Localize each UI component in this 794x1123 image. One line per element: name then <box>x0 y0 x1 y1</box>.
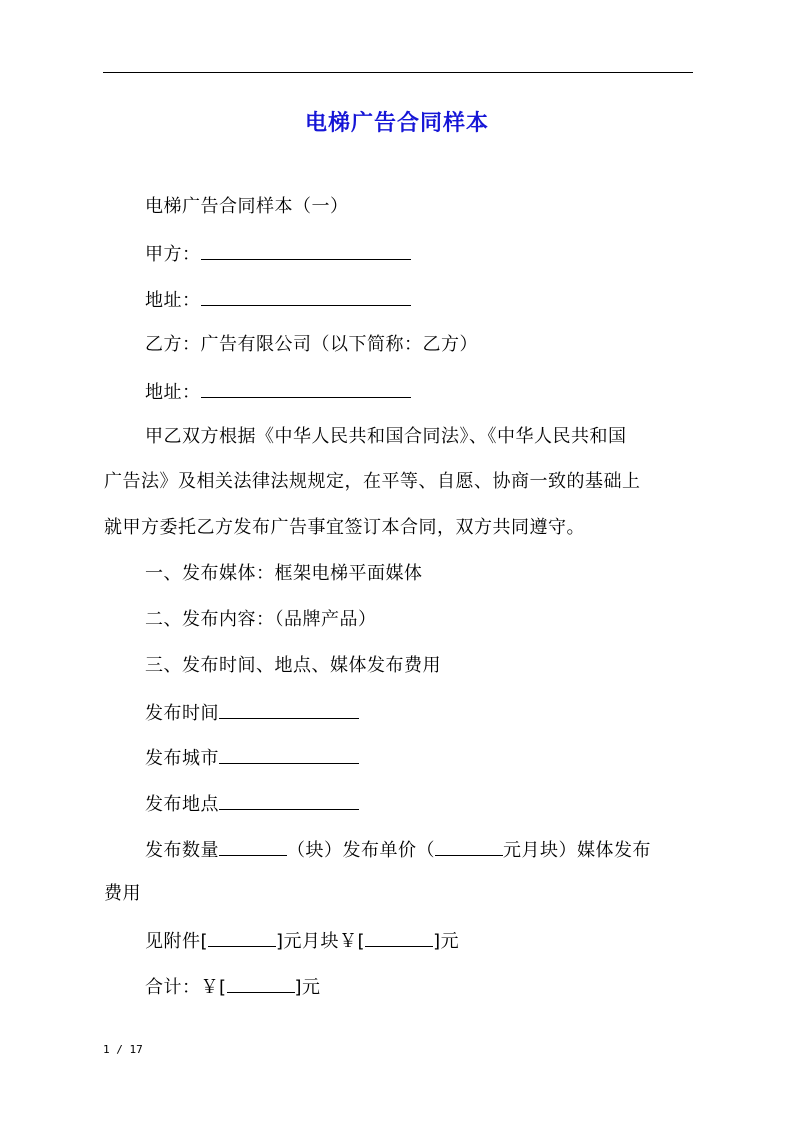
quantity-line <box>145 837 651 863</box>
page-number: 1 / 17 <box>103 1043 143 1056</box>
party-a-address-line <box>145 287 411 313</box>
quantity-blank <box>219 837 287 856</box>
party-b-address-blank <box>201 379 411 398</box>
clause-1: 一、发布媒体：框架电梯平面媒体 <box>145 563 423 584</box>
quantity-label: 发布数量 <box>145 840 219 861</box>
party-b-line: 乙方：广告有限公司（以下简称：乙方） <box>145 334 478 355</box>
address-label-2: 地址： <box>145 382 201 403</box>
clause-3: 三、发布时间、地点、媒体发布费用 <box>145 655 441 676</box>
unit-price-blank <box>435 837 503 856</box>
party-a-label: 甲方： <box>145 244 201 265</box>
attachment-line <box>145 928 459 954</box>
attachment-prefix: 见附件[ <box>145 931 209 952</box>
quantity-line-cont: 费用 <box>104 883 141 904</box>
publish-time-blank <box>219 700 359 719</box>
publish-city-blank <box>219 745 359 764</box>
total-suffix: ]元 <box>294 977 321 998</box>
publish-city-label: 发布城市 <box>145 748 219 769</box>
clause-2: 二、发布内容：（品牌产品） <box>145 609 377 630</box>
publish-place-label: 发布地点 <box>145 794 219 815</box>
party-b-address-line <box>145 379 411 405</box>
document-title: 电梯广告合同样本 <box>304 111 489 136</box>
publish-place-blank <box>219 791 359 810</box>
attachment-mid: ]元月块￥[ <box>276 931 366 952</box>
publish-place-line <box>145 791 359 817</box>
publish-time-label: 发布时间 <box>145 703 219 724</box>
unit-price-suffix: 元月块）媒体发布 <box>503 840 651 861</box>
header-rule <box>103 72 693 73</box>
total-prefix: 合计：￥[ <box>145 977 227 998</box>
publish-time-line <box>145 700 359 726</box>
party-a-address-blank <box>201 287 411 306</box>
publish-city-line <box>145 745 359 771</box>
address-label: 地址： <box>145 290 201 311</box>
paragraph-line-1: 甲乙双方根据《中华人民共和国合同法》、《中华人民共和国 <box>145 426 627 447</box>
party-a-line <box>145 241 411 267</box>
attachment-price-blank <box>208 928 276 947</box>
paragraph-line-2: 广告法》及相关法律法规规定，在平等、自愿、协商一致的基础上 <box>104 471 641 492</box>
party-a-blank <box>201 241 411 260</box>
attachment-suffix: ]元 <box>433 931 460 952</box>
total-blank <box>227 974 295 993</box>
total-line <box>145 974 321 1000</box>
section-heading: 电梯广告合同样本（一） <box>145 196 349 217</box>
paragraph-line-3: 就甲方委托乙方发布广告事宜签订本合同，双方共同遵守。 <box>104 517 585 538</box>
attachment-total-blank <box>365 928 433 947</box>
quantity-unit: （块）发布单价（ <box>287 840 435 861</box>
